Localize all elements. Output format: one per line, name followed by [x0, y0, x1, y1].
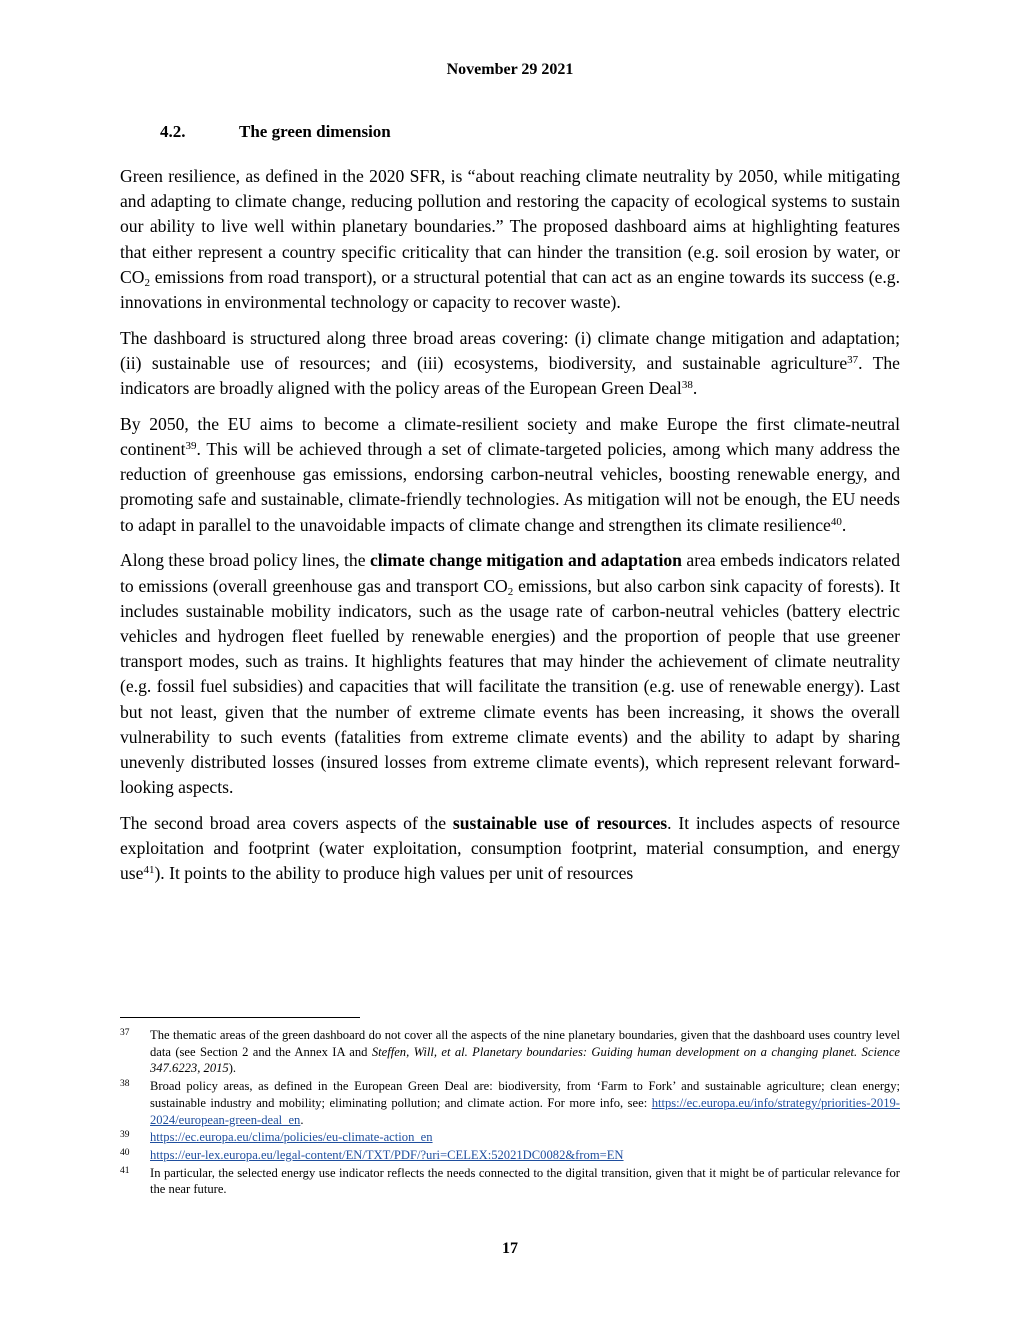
paragraph-text: .: [841, 514, 847, 535]
eur-lex-link[interactable]: https://eur-lex.europa.eu/legal-content/EN/TXT/PDF/?uri=CELEX:52021DC0082&from=EN: [150, 1147, 624, 1162]
footnote-ref-39[interactable]: 39: [185, 440, 197, 453]
subscript: 2: [144, 276, 150, 289]
paragraph-text: By 2050, the EU aims to become a climate-resilient society and make Europe the first climate-neutral continent: [120, 413, 900, 460]
climate-action-link[interactable]: https://ec.europa.eu/clima/policies/eu-climate-action_en: [150, 1130, 433, 1145]
footnote-ref-41[interactable]: 41: [143, 864, 155, 877]
footnote-body: The thematic areas of the green dashboard do not cover all the aspects of the nine planetary boundaries, given that the dashboard uses country level data (see Section 2 and the Annex IA and: [150, 1028, 900, 1059]
page-header-date: November 29 2021: [446, 61, 574, 78]
footnote-number: 38: [120, 1079, 130, 1090]
footnote-text: [150, 1078, 900, 1128]
paragraph-green-resilience: [120, 164, 900, 315]
paragraph-text: . This will be achieved through a set of climate-targeted policies, among which many address the reduction of greenhouse gas emissions, endorsing carbon-neutral vehicles, boosting renewable energy, and promoting safe and sustainable, climate-friendly technologies. As mitigation will not be enough, the EU needs to adapt in parallel to the unavoidable impacts of climate change and strengthen its climate resilience: [120, 439, 900, 535]
paragraph-text: .: [692, 378, 698, 399]
paragraph-text: The dashboard is structured along three broad areas covering: (i) climate change mitigation and adaptation; (ii) sustainable use of resources; and (iii) ecosystems, biodiversity, and sustainable agriculture: [120, 327, 900, 373]
paragraph-text: Green resilience, as defined in the 2020 SFR, is “about reaching climate neutrality by 2050, while mitigating and adapting to climate change, reducing pollution and restoring the capacity of ecological systems to sustain our ability to live well within planetary boundaries.” The proposed dashboard aims at highlighting features that either represent a country specific criticality that can hinder the transition (e.g. soil erosion by water, or CO: [120, 166, 900, 287]
footnote-40: [120, 1147, 900, 1164]
page-number: 17: [502, 1240, 518, 1257]
footnote-text: [150, 1027, 900, 1077]
footnote-38: [120, 1078, 900, 1128]
paragraph-text: area embeds indicators related to emissions (overall greenhouse gas and transport CO: [120, 550, 900, 596]
footnote-body: Broad policy areas, as defined in the European Green Deal are: biodiversity, from ‘Farm to Fork’ and sustainable agriculture; clean energy; sustainable industry and mobility; eliminating pollution; and climate action. For more info, see:: [150, 1079, 900, 1110]
bold-term: climate change mitigation and adaptation: [369, 550, 682, 571]
footnote-ref-40[interactable]: 40: [830, 515, 842, 528]
paragraph-text: ). It points to the ability to produce high values per unit of resources: [154, 863, 634, 884]
bold-term: sustainable use of resources: [452, 812, 668, 833]
footnote-text: In particular, the selected energy use indicator reflects the needs connected to the digital transition, given that it might be of particular relevance for the near future.: [150, 1165, 900, 1197]
footnote-number: 40: [120, 1147, 130, 1158]
footnote-separator: [120, 1017, 360, 1018]
subscript: 2: [507, 585, 514, 598]
paragraph-dashboard-structure: [120, 326, 900, 402]
green-deal-link[interactable]: https://ec.europa.eu/info/strategy/priorities-2019-2024/european-green-deal_en: [150, 1095, 900, 1127]
footnote-citation: Steffen, Will, et al. Planetary boundaries: Guiding human development on a changing planet. Science 347.6223, 2015: [150, 1044, 901, 1076]
section-number: 4.2.: [160, 122, 186, 141]
footnote-ref-38[interactable]: 38: [681, 379, 693, 392]
footnote-number: 39: [120, 1130, 130, 1141]
section-heading: [160, 122, 391, 142]
paragraph-text: . The indicators are broadly aligned with the policy areas of the European Green Deal: [120, 352, 900, 399]
paragraph-sustainable-resources: [120, 811, 900, 887]
footnote-text: [150, 1129, 900, 1146]
footnote-39: [120, 1129, 900, 1146]
section-title: The green dimension: [239, 122, 391, 141]
footnote-text: [150, 1147, 900, 1164]
footnotes: [120, 1027, 900, 1199]
paragraph-text: The second broad area covers aspects of the: [120, 812, 453, 833]
paragraph-text: emissions, but also carbon sink capacity of forests). It includes sustainable mobility indicators, such as the usage rate of carbon-neutral vehicles (battery electric vehicles and hydrogen fleet fuelled by renewable energies) and the proportion of people that use greener transport modes, such as trains. It highlights features that may hinder the achievement of climate neutrality (e.g. fossil fuel subsidies) and capacities that will facilitate the transition (e.g. use of renewable energy). Last but not least, given that the number of extreme climate events has been increasing, it shows the overall vulnerability to such events (fatalities from extreme climate events) and the ability to adapt by sharing unevenly distributed losses (insured losses from extreme climate events), which represent relevant forward-looking aspects.: [120, 575, 900, 798]
paragraph-eu-2050: [120, 412, 900, 538]
paragraph-text: emissions from road transport), or a structural potential that can act as an engine towards its success (e.g. innovations in environmental technology or capacity to recover waste).: [120, 266, 900, 313]
paragraph-text: Along these broad policy lines, the: [120, 550, 370, 571]
paragraph-mitigation-adaptation: [120, 548, 900, 800]
footnote-end: .: [300, 1112, 304, 1127]
footnote-ref-37[interactable]: 37: [847, 353, 859, 366]
body-text: [120, 164, 900, 897]
paragraph-text: . It includes aspects of resource exploitation and footprint (water exploitation, consumption footprint, material consumption, and energy use: [120, 812, 900, 884]
footnote-41: [120, 1165, 900, 1198]
footnote-number: 41: [120, 1165, 130, 1176]
footnote-37: [120, 1027, 900, 1077]
footnote-number: 37: [120, 1028, 130, 1038]
footnote-end: ).: [228, 1061, 237, 1076]
